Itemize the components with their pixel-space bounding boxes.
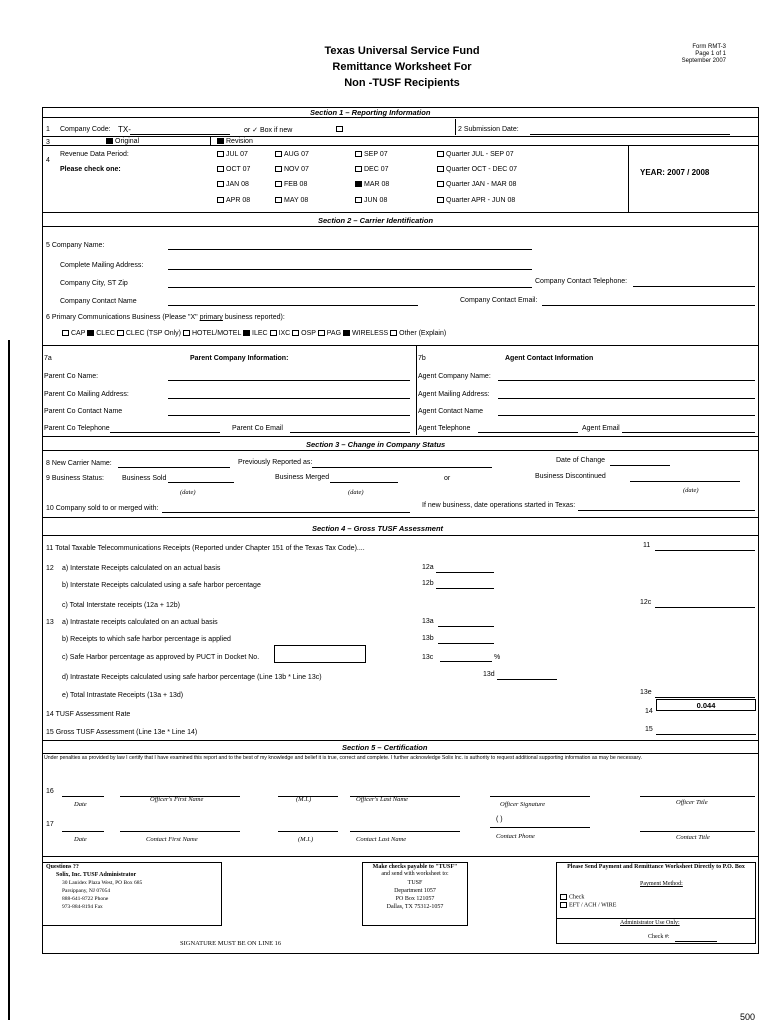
make-checks-text: Make checks payable to "TUSF" bbox=[372, 864, 458, 870]
period-jul07[interactable]: JUL 07 bbox=[217, 151, 248, 158]
assessment-rate-value: 0.044 bbox=[696, 701, 716, 710]
period-oct07[interactable]: OCT 07 bbox=[217, 166, 250, 173]
agent-phone-input[interactable] bbox=[478, 432, 578, 433]
original-option[interactable]: Original bbox=[106, 138, 139, 145]
parent-email-label: Parent Co Email bbox=[232, 425, 283, 432]
agent-email-label: Agent Email bbox=[582, 425, 620, 432]
parent-address-label: Parent Co Mailing Address: bbox=[44, 391, 129, 398]
biz-status-label: 9 Business Status: bbox=[46, 475, 104, 482]
period-aug07[interactable]: AUG 07 bbox=[275, 151, 309, 158]
mailing-address-input[interactable] bbox=[168, 269, 532, 270]
line-12b-label: b) Interstate Receipts calculated using a safe harbor percentage bbox=[62, 582, 261, 589]
period-q3[interactable]: Quarter JAN - MAR 08 bbox=[437, 181, 516, 188]
period-jan08[interactable]: JAN 08 bbox=[217, 181, 249, 188]
period-sep07[interactable]: SEP 07 bbox=[355, 151, 388, 158]
company-code-label: Company Code: bbox=[60, 126, 111, 133]
primary-business-label: 6 Primary Communications Business (Please "X" primary business reported): bbox=[46, 314, 285, 321]
check-number-label: Check #: bbox=[648, 934, 670, 940]
contact-name-label: Company Contact Name bbox=[60, 298, 137, 305]
parent-address-input[interactable] bbox=[168, 398, 410, 399]
new-business-label: If new business, date operations started in Texas: bbox=[422, 502, 576, 509]
period-mar08[interactable]: MAR 08 bbox=[355, 181, 389, 188]
company-name-label: 5 Company Name: bbox=[46, 242, 105, 249]
send-to-text: and send with worksheet to: bbox=[381, 871, 449, 877]
section2-title: Section 2 – Carrier Identification bbox=[318, 216, 434, 225]
form-date: September 2007 bbox=[681, 58, 726, 64]
pay-eft-option[interactable]: EFT / ACH / WIRE bbox=[560, 902, 616, 908]
admin-use-label: Administrator Use Only: bbox=[620, 920, 680, 926]
check-one-label: Please check one: bbox=[60, 166, 121, 173]
agent-company-label: Agent Company Name: bbox=[418, 373, 491, 380]
line-12a-num: 12a bbox=[422, 564, 434, 571]
phone-paren: ( ) bbox=[496, 816, 503, 823]
line-14-num: 14 bbox=[645, 708, 653, 715]
section1-title: Section 1 – Reporting Information bbox=[310, 108, 431, 117]
submission-date-input[interactable] bbox=[530, 134, 730, 135]
box-if-new-label: or ✓ Box if new bbox=[244, 127, 293, 134]
biz-discontinued-input[interactable] bbox=[630, 481, 740, 482]
date-caption-2: (date) bbox=[348, 489, 364, 496]
contact-phone-caption: Contact Phone bbox=[496, 833, 535, 840]
agent-company-input[interactable] bbox=[498, 380, 755, 381]
parent-phone-input[interactable] bbox=[110, 432, 220, 433]
line-13-num: 13 bbox=[46, 619, 54, 626]
biz-merged-label: Business Merged bbox=[275, 474, 330, 481]
line-11-label: 11 Total Taxable Telecommunications Receipts (Reported under Chapter 151 of the Texas Tax Code).... bbox=[46, 545, 365, 552]
line-15-num: 15 bbox=[645, 726, 653, 733]
form-number: Form RMT-3 bbox=[692, 44, 726, 50]
remit-dept: Department 1057 bbox=[394, 888, 436, 894]
agent-address-input[interactable] bbox=[498, 398, 755, 399]
line-16-num: 16 bbox=[46, 788, 54, 795]
new-business-input[interactable] bbox=[578, 510, 755, 511]
biz-merged-input[interactable] bbox=[330, 482, 398, 483]
period-dec07[interactable]: DEC 07 bbox=[355, 166, 389, 173]
sold-to-input[interactable] bbox=[162, 512, 410, 513]
date-change-label: Date of Change bbox=[556, 457, 606, 464]
pay-check-option[interactable]: Check bbox=[560, 894, 584, 900]
line-13a-input[interactable] bbox=[438, 626, 494, 627]
solix-phone: 888-641-8722 Phone bbox=[62, 896, 109, 902]
period-feb08[interactable]: FEB 08 bbox=[275, 181, 307, 188]
section4-title: Section 4 – Gross TUSF Assessment bbox=[312, 524, 444, 533]
parent-info-heading: Parent Company Information: bbox=[190, 355, 289, 362]
contact-email-label: Company Contact Email: bbox=[460, 297, 538, 304]
parent-contact-input[interactable] bbox=[168, 415, 410, 416]
biz-ilec[interactable]: ILEC bbox=[243, 330, 268, 337]
biz-cap[interactable]: CAP bbox=[62, 330, 85, 337]
line-4-number: 4 bbox=[46, 157, 50, 164]
line-15-input[interactable] bbox=[656, 734, 756, 735]
period-nov07[interactable]: NOV 07 bbox=[275, 166, 309, 173]
line-11-input[interactable] bbox=[655, 550, 755, 551]
primary-emphasis: primary bbox=[199, 314, 223, 321]
agent-contact-label: Agent Contact Name bbox=[418, 408, 483, 415]
sig-date-caption: Date bbox=[74, 801, 87, 808]
remit-tusf: TUSF bbox=[407, 880, 423, 886]
officer-first-caption: Officer's First Name bbox=[150, 796, 204, 803]
period-q4[interactable]: Quarter APR - JUN 08 bbox=[437, 197, 515, 204]
or-label: or bbox=[444, 475, 451, 482]
prev-reported-label: Previously Reported as: bbox=[238, 459, 313, 466]
line-12-num: 12 bbox=[46, 565, 54, 572]
officer-signature-caption: Officer Signature bbox=[500, 801, 546, 808]
parent-name-input[interactable] bbox=[168, 380, 410, 381]
contact-name-input[interactable] bbox=[168, 305, 418, 306]
biz-pag[interactable]: PAG bbox=[318, 330, 341, 337]
parent-num: 7a bbox=[44, 355, 52, 362]
company-code-prefix: TX- bbox=[118, 125, 131, 134]
contact-title-caption: Contact Title bbox=[676, 834, 710, 841]
contact-first-caption: Contact First Name bbox=[146, 836, 198, 843]
period-apr08[interactable]: APR 08 bbox=[217, 197, 250, 204]
line-12c-label: c) Total Interstate receipts (12a + 12b) bbox=[62, 602, 180, 609]
mailing-address-label: Complete Mailing Address: bbox=[60, 262, 144, 269]
parent-contact-label: Parent Co Contact Name bbox=[44, 408, 123, 415]
period-q1[interactable]: Quarter JUL - SEP 07 bbox=[437, 151, 514, 158]
biz-discontinued-label: Business Discontinued bbox=[535, 473, 606, 480]
revision-option[interactable]: Revision bbox=[217, 138, 253, 145]
date-caption-1: (date) bbox=[180, 489, 196, 496]
remit-city: Dallas, TX 75312-1057 bbox=[386, 904, 444, 910]
biz-hotel[interactable]: HOTEL/MOTEL bbox=[183, 330, 241, 337]
agent-email-input[interactable] bbox=[622, 432, 755, 433]
biz-sold-input[interactable] bbox=[168, 482, 234, 483]
line-3-number: 3 bbox=[46, 139, 50, 146]
new-carrier-input[interactable] bbox=[118, 467, 230, 468]
period-q2[interactable]: Quarter OCT - DEC 07 bbox=[437, 166, 517, 173]
city-label: Company City, ST Zip bbox=[60, 280, 128, 287]
sold-to-label: 10 Company sold to or merged with: bbox=[46, 505, 159, 512]
contact-telephone-label: Company Contact Telephone: bbox=[535, 278, 628, 285]
solix-address-1: 30 Lanidex Plaza West, PO Box 685 bbox=[62, 880, 143, 886]
line-13b-input[interactable] bbox=[438, 643, 494, 644]
line-1-number: 1 bbox=[46, 126, 50, 133]
biz-sold-label: Business Sold bbox=[122, 475, 167, 482]
contact-mi-caption: (M.I.) bbox=[298, 836, 314, 843]
fiscal-year: YEAR: 2007 / 2008 bbox=[640, 168, 710, 177]
biz-clec[interactable]: CLEC bbox=[87, 330, 115, 337]
payment-method-label: Payment Method: bbox=[640, 881, 683, 887]
please-send-text: Please Send Payment and Remittance Worksheet Directly to P.O. Box bbox=[567, 864, 745, 870]
company-name-input[interactable] bbox=[168, 249, 532, 250]
line-12a-label: a) Interstate Receipts calculated on an actual basis bbox=[62, 565, 221, 572]
line-12a-input[interactable] bbox=[436, 572, 494, 573]
line-13d-num: 13d bbox=[483, 671, 495, 678]
contact-last-caption: Contact Last Name bbox=[356, 836, 407, 843]
officer-title-caption: Officer Title bbox=[676, 799, 708, 806]
line-12c-num: 12c bbox=[640, 599, 652, 606]
officer-last-caption: Officer's Last Name bbox=[356, 796, 408, 803]
section3-title: Section 3 – Change in Company Status bbox=[306, 440, 446, 449]
line-13e-input[interactable] bbox=[655, 697, 755, 698]
percent-sign: % bbox=[494, 654, 501, 661]
agent-contact-input[interactable] bbox=[498, 415, 755, 416]
parent-name-label: Parent Co Name: bbox=[44, 373, 99, 380]
questions-heading: Questions ?? bbox=[46, 864, 79, 870]
line-13e-label: e) Total Intrastate Receipts (13a + 13d) bbox=[62, 692, 184, 699]
form-title-line3: Non -TUSF Recipients bbox=[344, 77, 460, 89]
section5-title: Section 5 – Certification bbox=[342, 743, 428, 752]
period-jun08[interactable]: JUN 08 bbox=[355, 197, 387, 204]
parent-email-input[interactable] bbox=[290, 432, 410, 433]
parent-phone-label: Parent Co Telephone bbox=[44, 425, 110, 432]
line-13d-label: d) Intrastate Receipts calculated using safe harbor percentage (Line 13b * Line 13c) bbox=[62, 674, 322, 681]
agent-num: 7b bbox=[418, 355, 426, 362]
contact-telephone-input[interactable] bbox=[633, 286, 755, 287]
line-11-num: 11 bbox=[643, 542, 651, 549]
assessment-rate-box bbox=[656, 699, 756, 711]
line-12b-input[interactable] bbox=[436, 588, 494, 589]
company-code-input[interactable] bbox=[130, 134, 230, 135]
period-may08[interactable]: MAY 08 bbox=[275, 197, 308, 204]
date-caption-3: (date) bbox=[683, 487, 699, 494]
line-13c-input[interactable] bbox=[440, 661, 492, 662]
agent-phone-label: Agent Telephone bbox=[418, 425, 471, 432]
revenue-period-label: Revenue Data Period: bbox=[60, 151, 129, 158]
remit-pobox: PO Box 121057 bbox=[395, 896, 435, 902]
line-13d-input[interactable] bbox=[497, 679, 557, 680]
new-carrier-label: 8 New Carrier Name: bbox=[46, 460, 112, 467]
line-13b-num: 13b bbox=[422, 635, 434, 642]
business-types bbox=[62, 330, 446, 337]
prev-reported-input[interactable] bbox=[312, 467, 492, 468]
biz-osp[interactable]: OSP bbox=[292, 330, 316, 337]
line-13c-label: c) Safe Harbor percentage as approved by PUCT in Docket No. bbox=[62, 654, 260, 661]
city-input[interactable] bbox=[168, 287, 532, 288]
form-title-line2: Remittance Worksheet For bbox=[332, 61, 472, 73]
signature-note: SIGNATURE MUST BE ON LINE 16 bbox=[180, 940, 282, 947]
line-14-label: 14 TUSF Assessment Rate bbox=[46, 711, 131, 718]
biz-wireless[interactable]: WIRELESS bbox=[343, 330, 388, 337]
contact-email-input[interactable] bbox=[542, 305, 755, 306]
line-17-num: 17 bbox=[46, 821, 54, 828]
line-12b-num: 12b bbox=[422, 580, 434, 587]
page-number: 500 bbox=[740, 1012, 756, 1022]
date-change-input[interactable] bbox=[610, 465, 670, 466]
docket-number-input[interactable] bbox=[274, 645, 366, 663]
line-13b-label: b) Receipts to which safe harbor percentage is applied bbox=[62, 636, 231, 643]
new-company-checkbox[interactable] bbox=[336, 126, 343, 132]
solix-name: Solix, Inc. TUSF Administrator bbox=[56, 872, 137, 878]
form-id bbox=[668, 44, 726, 65]
line-13c-num: 13c bbox=[422, 654, 434, 661]
line-13a-label: a) Intrastate receipts calculated on an actual basis bbox=[62, 619, 218, 626]
biz-other[interactable]: Other (Explain) bbox=[390, 330, 446, 337]
officer-mi-caption: (M.I.) bbox=[296, 796, 312, 803]
biz-clec-tsp[interactable]: CLEC (TSP Only) bbox=[117, 330, 181, 337]
line-12c-input[interactable] bbox=[655, 607, 755, 608]
agent-info-heading: Agent Contact Information bbox=[505, 355, 594, 362]
solix-fax: 973-884-8194 Fax bbox=[62, 904, 103, 910]
check-number-input[interactable] bbox=[675, 941, 717, 942]
line-13e-num: 13e bbox=[640, 689, 652, 696]
submission-date-label: 2 Submission Date: bbox=[458, 126, 519, 133]
line-15-label: 15 Gross TUSF Assessment (Line 13e * Line 14) bbox=[46, 729, 198, 736]
page-count: Page 1 of 1 bbox=[695, 51, 726, 57]
contact-date-caption: Date bbox=[74, 836, 87, 843]
line-13a-num: 13a bbox=[422, 618, 434, 625]
certification-text: Under penalties as provided by law I certify that I have examined this report and to the best of my knowledge and belief it is true, correct and complete. I further acknowledge Solix Inc. is authority to request additional supporting information as may be necessary. bbox=[44, 755, 642, 761]
agent-address-label: Agent Mailing Address: bbox=[418, 391, 490, 398]
biz-ixc[interactable]: IXC bbox=[270, 330, 291, 337]
form-title-line1: Texas Universal Service Fund bbox=[324, 45, 480, 57]
solix-address-2: Parsippany, NJ 07054 bbox=[62, 888, 111, 894]
